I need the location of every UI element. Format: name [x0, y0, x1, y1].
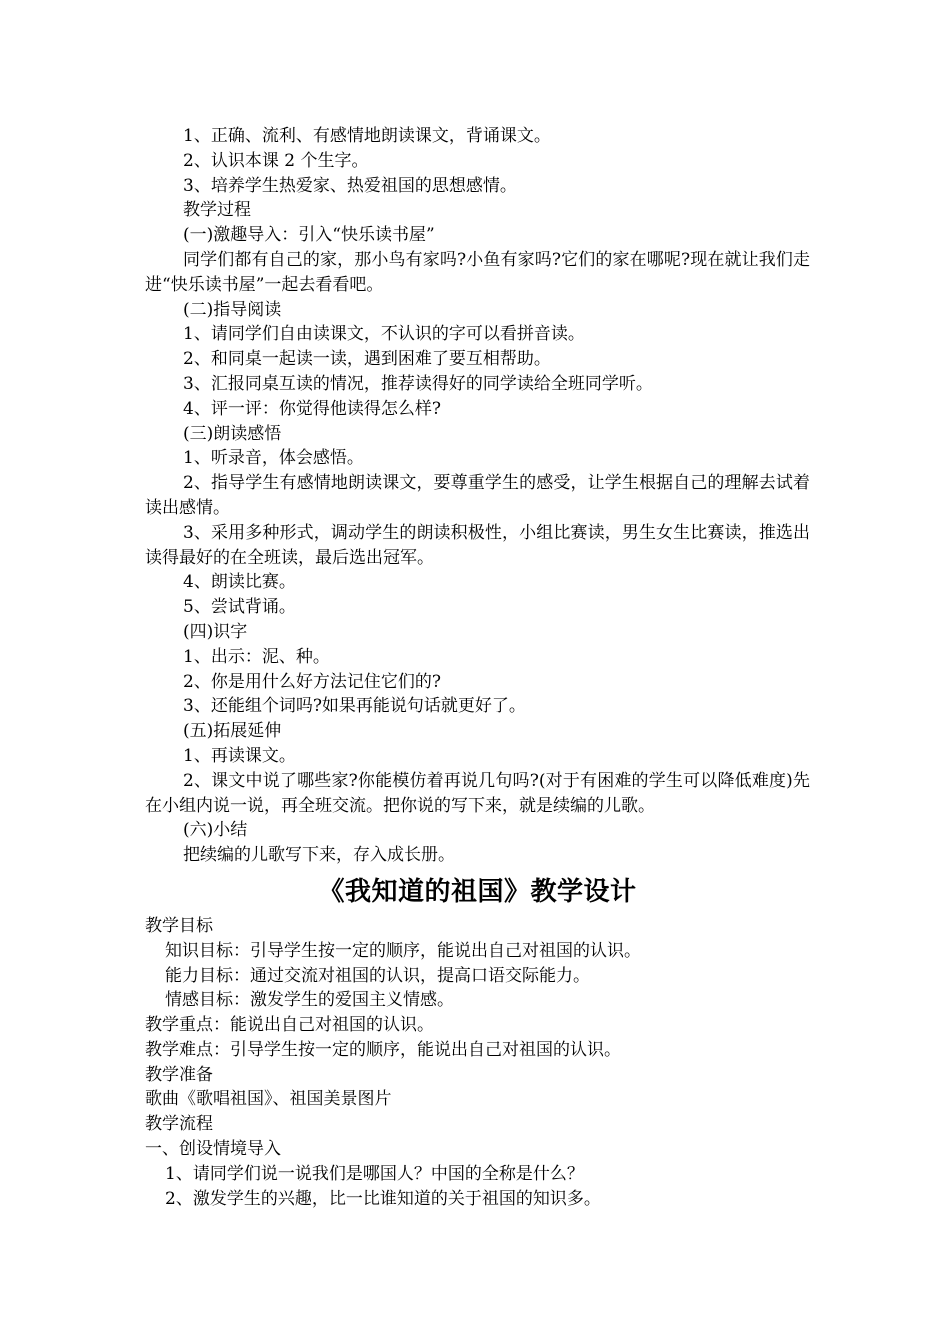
flow-item: 2、激发学生的兴趣，比一比谁知道的关于祖国的知识多。 [165, 1188, 601, 1209]
prep-heading: 教学准备 [145, 1064, 213, 1085]
step5-item: 2、课文中说了哪些家?你能模仿着再说几句吗?(对于有困难的学生可以降低难度)先在小组内说一说，再全班交流。把你说的写下来，就是续编的儿歌。 [145, 770, 810, 816]
document-page [145, 124, 810, 1211]
goal-emotion: 情感目标：激发学生的爱国主义情感。 [165, 990, 454, 1011]
goal-item: 2、认识本课 2 个生字。 [183, 150, 369, 171]
step2-item: 1、请同学们自由读课文，不认识的字可以看拼音读。 [183, 324, 585, 345]
goal-item: 3、培养学生热爱家、热爱祖国的思想感情。 [183, 175, 517, 196]
step3-item: 1、听录音，体会感悟。 [183, 448, 364, 469]
key-point: 教学重点：能说出自己对祖国的认识。 [145, 1015, 434, 1036]
goal-item: 1、正确、流利、有感情地朗读课文，背诵课文。 [183, 126, 551, 146]
step4-item: 3、还能组个词吗?如果再能说句话就更好了。 [183, 696, 526, 717]
goal-knowledge: 知识目标：引导学生按一定的顺序，能说出自己对祖国的认识。 [165, 940, 641, 961]
step3-item: 3、采用多种形式，调动学生的朗读积极性，小组比赛读，男生女生比赛读，推选出读得最好的在全班读，最后选出冠军。 [145, 522, 810, 568]
step1-text: 同学们都有自己的家，那小鸟有家吗?小鱼有家吗?它们的家在哪呢?现在就让我们走进“快乐读书屋”一起去看看吧。 [145, 249, 810, 295]
goal-ability: 能力目标：通过交流对祖国的认识，提高口语交际能力。 [165, 965, 590, 986]
step4-item: 1、出示：泥、种。 [183, 646, 330, 667]
step4-item: 2、你是用什么好方法记住它们的? [183, 671, 441, 692]
step2-item: 4、评一评：你觉得他读得怎么样? [183, 398, 441, 419]
step2-item: 2、和同桌一起读一读，遇到困难了要互相帮助。 [183, 349, 551, 370]
prep-text: 歌曲《歌唱祖国》、祖国美景图片 [145, 1089, 392, 1110]
step3-item: 4、朗读比赛。 [183, 572, 296, 593]
step1-heading: (一)激趣导入：引入“快乐读书屋” [183, 225, 435, 246]
goals-heading: 教学目标 [145, 915, 213, 936]
flow-heading: 教学流程 [145, 1114, 213, 1135]
lesson-title: 《我知道的祖国》教学设计 [318, 876, 637, 907]
step4-heading: (四)识字 [183, 621, 248, 642]
step5-item: 1、再读课文。 [183, 745, 296, 766]
step3-heading: (三)朗读感悟 [183, 423, 282, 444]
difficulty: 教学难点：引导学生按一定的顺序，能说出自己对祖国的认识。 [145, 1039, 621, 1060]
step2-item: 3、汇报同桌互读的情况，推荐读得好的同学读给全班同学听。 [183, 373, 653, 394]
step3-item: 5、尝试背诵。 [183, 597, 296, 618]
step6-text: 把续编的儿歌写下来，存入成长册。 [183, 845, 455, 866]
step6-heading: (六)小结 [183, 820, 248, 841]
flow-step1: 一、创设情境导入 [145, 1139, 281, 1160]
step2-heading: (二)指导阅读 [183, 299, 282, 320]
process-heading: 教学过程 [183, 200, 251, 221]
step3-item: 2、指导学生有感情地朗读课文，要尊重学生的感受，让学生根据自己的理解去试着读出感情。 [145, 473, 810, 518]
step5-heading: (五)拓展延伸 [183, 721, 282, 742]
flow-item: 1、请同学们说一说我们是哪国人？中国的全称是什么？ [165, 1163, 584, 1184]
